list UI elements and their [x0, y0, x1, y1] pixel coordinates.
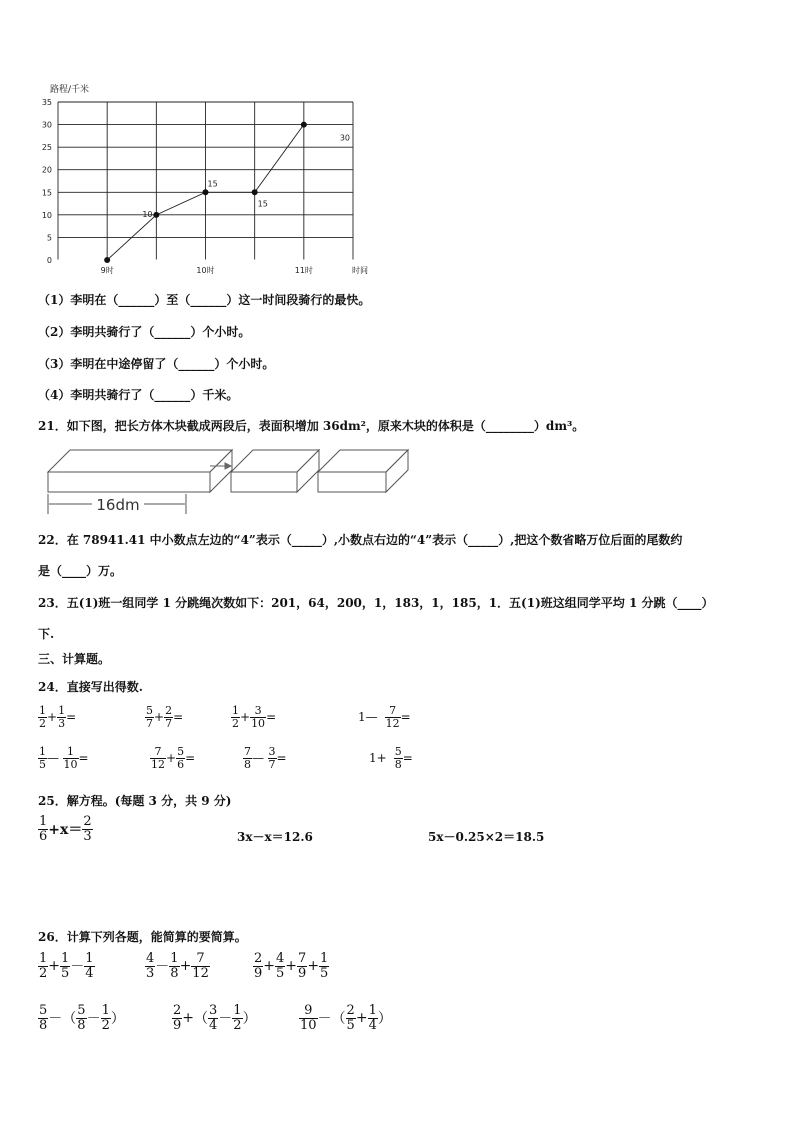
q25-equation-3: 5x－0.25×2＝18.5	[428, 830, 545, 844]
y-tick-label: 25	[41, 143, 52, 153]
data-label: 10	[142, 209, 153, 219]
data-point	[301, 122, 307, 128]
q21-text: 21．如下图，把长方体木块截成两段后，表面积增加 36dm²，原来木块的体积是（________）dm³。	[38, 419, 585, 433]
data-point	[104, 257, 110, 263]
q24-title: 24．直接写出得数.	[38, 680, 143, 694]
q23-line2: 下.	[38, 627, 55, 641]
y-tick-label: 35	[41, 98, 52, 107]
q20-sub2: （2）李明共骑行了（______）个小时。	[38, 325, 251, 339]
data-label: 15	[257, 199, 268, 209]
q24-item-7: $\frac{7}{8}$ — $\frac{3}{7}$ =	[244, 745, 287, 771]
q24-item-3: $\frac{1}{2}$ + $\frac{3}{10}$ =	[232, 704, 277, 730]
y-tick-label: 5	[46, 233, 52, 243]
q26-item-3: $\frac{2}{9}$ + $\frac{4}{5}$ + $\frac{7}{9}$ + $\frac{1}{5}$	[254, 951, 329, 981]
q26-item-6: $\frac{9}{10}$ －（ $\frac{2}{5}$ + $\frac{1}{4}$ ）	[300, 1003, 392, 1033]
chart-y-ticks	[42, 98, 52, 265]
q24-item-2: $\frac{5}{7}$ + $\frac{2}{7}$ =	[146, 704, 184, 730]
q24-item-5: $\frac{1}{5}$ — $\frac{1}{10}$ =	[39, 745, 89, 771]
q20-sub1: （1）李明在（______）至（______）这一时间段骑行的最快。	[38, 293, 371, 307]
q26-item-4: $\frac{5}{8}$ －（ $\frac{5}{8}$ － $\frac{1}{2}$ ）	[39, 1003, 125, 1033]
chart-ylabel: 路程/千米	[50, 85, 90, 95]
chart-grid	[58, 102, 353, 260]
q24-item-4: 1— $\frac{7}{12}$ =	[358, 704, 411, 730]
chart-x-ticks	[101, 265, 313, 275]
data-label: 30	[339, 133, 351, 143]
data-label: 15	[207, 179, 218, 189]
q26-title: 26．计算下列各题，能简算的要简算。	[38, 930, 247, 944]
length-label: 16dm	[96, 496, 140, 514]
data-point	[203, 189, 209, 195]
travel-line-chart	[30, 80, 390, 280]
q25-title: 25．解方程。(每题 3 分，共 9 分)	[38, 794, 232, 808]
q25-equation-2: 3x－x＝12.6	[237, 830, 313, 844]
y-tick-label: 0	[46, 256, 52, 265]
section-3-heading: 三、计算题。	[38, 652, 111, 666]
q26-item-2: $\frac{4}{3}$ － $\frac{1}{8}$ + $\frac{7}{12}$	[146, 951, 209, 981]
q24-item-1: $\frac{1}{2}$ + $\frac{1}{3}$ =	[39, 704, 77, 730]
y-tick-label: 15	[41, 188, 52, 198]
q24-item-8: 1+ $\frac{5}{8}$ =	[369, 745, 413, 771]
data-point	[153, 212, 159, 218]
q26-item-1: $\frac{1}{2}$ + $\frac{1}{5}$ － $\frac{1}{4}$	[39, 951, 94, 981]
data-point	[252, 189, 258, 195]
x-tick-label: 9时	[100, 266, 114, 275]
chart-point-labels	[142, 134, 350, 219]
q25-equation-1: $\frac{1}{6}$ +x＝ $\frac{2}{3}$	[39, 814, 92, 844]
q26-item-5: $\frac{2}{9}$ +（ $\frac{3}{4}$ － $\frac{1}{2}$ ）	[173, 1003, 257, 1033]
y-tick-label: 20	[41, 165, 52, 175]
q20-sub3: （3）李明在中途停留了（______）个小时。	[38, 357, 275, 371]
q22-line1: 22．在 78941.41 中小数点左边的“4”表示（_____）,小数点右边的“4”表示（_____）,把这个数省略万位后面的尾数约	[38, 533, 683, 547]
x-tick-label: 11时	[294, 266, 313, 275]
x-tick-label: 10时	[196, 266, 215, 275]
q20-sub4: （4）李明共骑行了（______）千米。	[38, 388, 239, 402]
q24-item-6: $\frac{7}{12}$ + $\frac{5}{6}$ =	[151, 745, 196, 771]
q23-line1: 23．五(1)班一组同学 1 分跳绳次数如下：201，64，200，1，183，1，185，1．五(1)班这组同学平均 1 分跳（____）	[38, 596, 714, 610]
y-tick-label: 30	[41, 120, 52, 130]
wooden-block-figure	[44, 446, 416, 518]
chart-xlabel: 时间	[352, 266, 368, 275]
y-tick-label: 10	[41, 210, 52, 220]
q22-line2: 是（____）万。	[38, 564, 123, 578]
